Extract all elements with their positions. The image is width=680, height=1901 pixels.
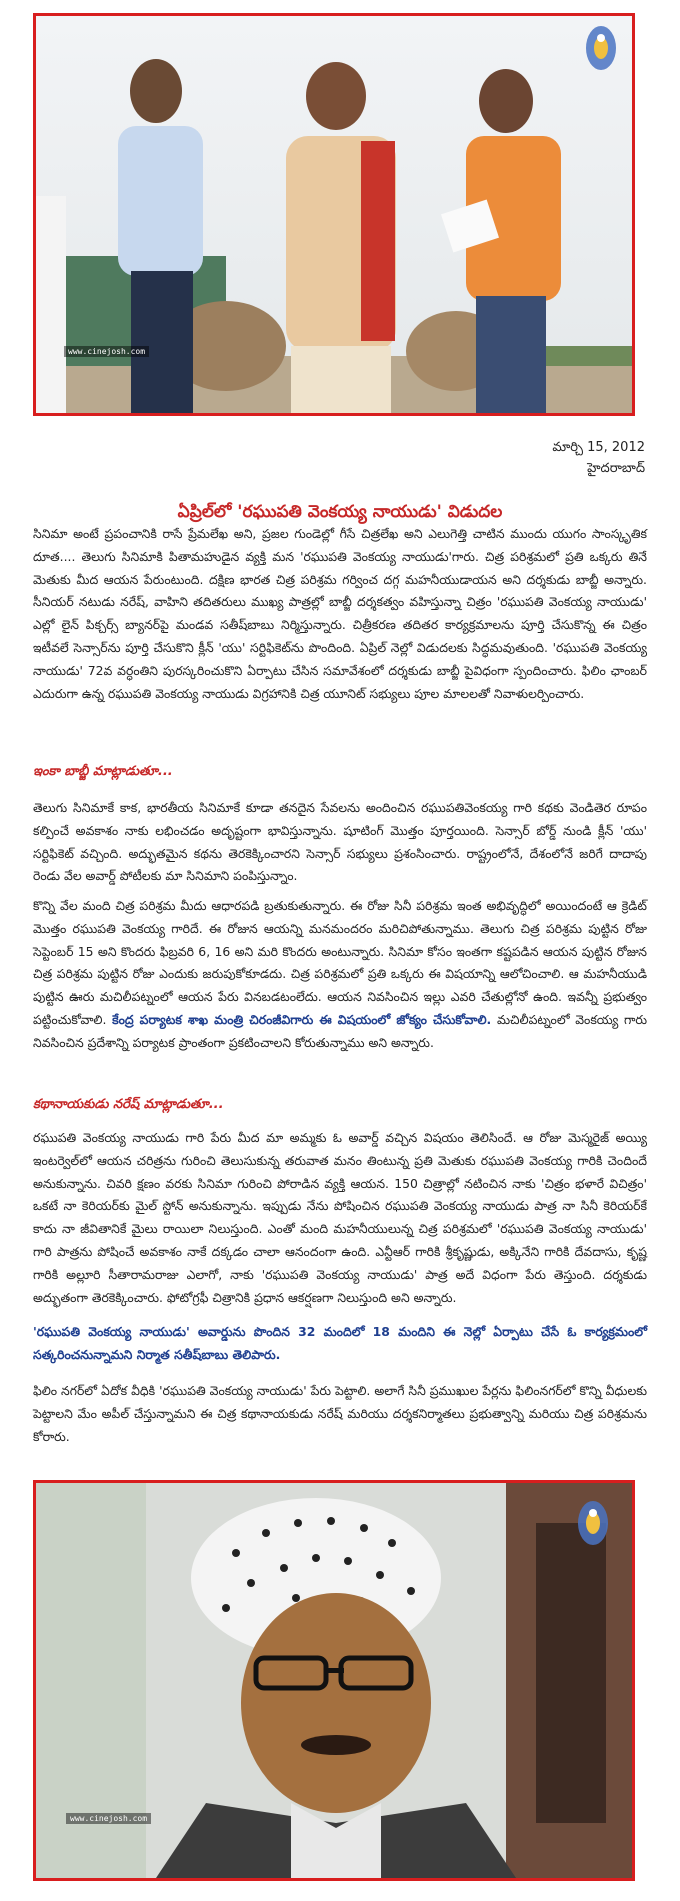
cinejosh-logo-icon [576,1499,610,1547]
section-subheading: కథానాయకుడు నరేష్ మాట్లాడుతూ... [33,1097,224,1112]
article-place: హైదరాబాద్ [587,461,645,476]
article-paragraph [33,895,647,1055]
highlighted-paragraph: 'రఘుపతి వెంకయ్య నాయుడు' అవార్డును పొందిన 32 మందిలో 18 మందిని ఈ నెల్లో ఏర్పాటు చేసే ఓ కార్యక్రమంలో సత్కరించనున్నామని నిర్మాత సతీష్‌బాబు తెలిపారు. [33,1324,647,1362]
article-paragraph: ఫిలిం నగర్‌లో ఏదోక వీధికి 'రఘుపతి వెంకయ్య నాయుడు' పేరు పెట్టాలి. అలాగే సినీ ప్రముఖుల పేర్లను ఫిలింనగర్‌లో కొన్ని వీధులకు పెట్టాలని మేం అపీల్ చేస్తున్నామని ఈ చిత్ర కథానాయకుడు నరేష్ మరియు దర్శకనిర్మాతలు ప్రభుత్వాన్ని మరియు చిత్ర పరిశ్రమను కోరారు. [33,1383,647,1444]
article-date: మార్చి 15, 2012 [552,440,645,455]
photo-watermark: www.cinejosh.com [64,346,149,357]
bottom-photo [33,1480,635,1881]
top-photo [33,13,635,416]
article-headline: ఏప్రిల్‌లో 'రఘుపతి వెంకయ్య నాయుడు' విడుదల [177,502,503,522]
photo-watermark: www.cinejosh.com [66,1813,151,1824]
paragraph-text: మచిలీపట్నంలో వెంకయ్య గారు నివసించిన ప్రదేశాన్ని పర్యాటక ప్రాంతంగా ప్రకటించాలని కోరుతున్నాము అని అన్నారు. [33,1011,647,1050]
section-subheading: ఇంకా బాబ్జీ మాట్లాడుతూ... [33,764,173,779]
paragraph-text: కొన్ని వేల మంది చిత్ర పరిశ్రమ మీదు ఆధారపడి బ్రతుకుతున్నారు. ఈ రోజు సినీ పరిశ్రమ ఇంత అభివృద్ధిలో అయిందంటే ఆ క్రెడిట్ మొత్తం రఘుపతి వెంకయ్య గారిదే. ఈ రోజున ఆయన్ని మనమందరం మరిచిపోతున్నాము. తెలుగు చిత్ర పరిశ్రమ పుట్టిన రోజు సెప్టెంబర్ 15 అని కొందరు ఫిబ్రవరి 6, 16 అని మరి కొందరు అంటున్నారు. సినిమా కోసం ఇంతగా కష్టపడిన ఆయన పుట్టిన రోజున చిత్ర పరిశ్రమ పుట్టిన రోజు ఎందుకు జరుపుకోకూడదు. చిత్ర పరిశ్రమలో ప్రతి ఒక్కరు ఈ విషయాన్ని ఆలోచించాలి. ఆ మహనీయుడి పుట్టిన ఊరు మచిలీపట్నంలో ఆయన పేరు వినబడటంలేదు. ఆయన నివసించిన ఇల్లు ఎవరి చేతుల్లోనో ఉంది. ఇవన్నీ ప్రభుత్వం పట్టించుకోవాలి. [33,898,647,1027]
cinejosh-logo-icon [584,24,618,72]
article-paragraph: రఘుపతి వెంకయ్య నాయుడు గారి పేరు మీద మా అమ్మకు ఓ అవార్డ్ వచ్చిన విషయం తెలిసిందే. ఆ రోజు మెస్మరైజ్ అయ్యి ఇంటర్వెల్‌లో ఆయన చరిత్రను గురించి తెలుసుకున్న తరువాత మనం తింటున్న ప్రతి మెతుకు రఘుపతి వెంకయ్య గారికి చెందిందే అనుకున్నాను. చివరి క్షణం వరకు సినిమా గురించి పోరాడిన వ్యక్తి ఆయన. 150 చిత్రాల్లో నటించిన నాకు 'చిత్రం భళారే విచిత్రం' ఒకటే నా కెరియర్‌కు మైల్ స్టోన్ అనుకున్నాను. ఇప్పుడు నేను పోషించిన రఘుపతి వెంకయ్య నాయుడు పాత్ర నా సినీ కెరియర్‌కే కాదు నా జీవితానికే మైలు రాయిలా నిలుస్తుంది. ఎంతో మంది మహనీయులున్న చిత్ర పరిశ్రమలో 'రఘుపతి వెంకయ్య నాయుడు' గారి పాత్రను పోషించే అవకాశం నాకే దక్కడం చాలా ఆనందంగా ఉంది. ఎన్టీఆర్ గారికి శ్రీకృష్ణుడు, అక్కినేని గారికి దేవదాసు, కృష్ణ గారికి అల్లూరి సీతారామరాజు ఎలాగో, నాకు 'రఘుపతి వెంకయ్య నాయుడు' పాత్ర అదే విధంగా పేరు తెస్తుంది. దర్శకుడు అద్భుతంగా తెరకెక్కించారు. ఫోటోగ్రఫీ చిత్రానికి ప్రధాన ఆకర్షణగా నిలుస్తుంది అని అన్నారు. [33,1130,647,1305]
highlighted-request: కేంద్ర పర్యాటక శాఖ మంత్రి చిరంజీవిగారు ఈ విషయంలో జోక్యం చేసుకోవాలి. [112,1011,492,1027]
article-paragraph: తెలుగు సినిమాకే కాక, భారతీయ సినిమాకే కూడా తనదైన సేవలను అందించిన రఘుపతివెంకయ్య గారి కథకు వెండితెర రూపం కల్పించే అవకాశం నాకు లభించడం అదృష్టంగా భావిస్తున్నాను. షూటింగ్ మొత్తం పూర్తయింది. సెన్సార్ బోర్డ్ నుండి క్లీన్ 'యు' సర్టిఫికెట్ వచ్చింది. అద్భుతమైన కథను తెరకెక్కించారని సెన్సార్ సభ్యులు ప్రశంసించారు. రాష్ట్రంలోనే, దేశంలోనే జరిగే దాదాపు రెండు వేల అవార్డ్ పోటీలకు మా సినిమాని పంపిస్తున్నాం. [33,800,647,884]
article-paragraph: సినిమా అంటే ప్రపంచానికి రాసే ప్రేమలేఖ అని, ప్రజల గుండెల్లో గీసే చిత్రలేఖ అని ఎలుగెత్తి చాటిన ముందు యుగం సాంస్కృతిక దూత.... తెలుగు సినిమాకి పితామహుడైన వ్యక్తి మన 'రఘుపతి వెంకయ్య నాయుడు'గారు. చిత్ర పరిశ్రమలో ప్రతి ఒక్కరు తినే మెతుకు మీద ఆయన పేరుంటుంది. దక్షిణ భారత చిత్ర పరిశ్రమ గర్వించ దగ్గ మహనీయుడాయన అని దర్శకుడు బాబ్జీ అన్నారు. సీనియర్ నటుడు నరేష్, వాహిని తదితరులు ముఖ్య పాత్రల్లో బాబ్జీ దర్శకత్వం వహిస్తున్నా చిత్రం 'రఘుపతి వెంకయ్య నాయుడు' ఎల్లో లైన్ పిక్చర్స్ బ్యానర్‌పై మండవ సతీష్‌బాబు నిర్మిస్తున్నారు. చిత్రీకరణ తదితర కార్యక్రమాలను పూర్తి చేసుకొన్న ఈ చిత్రం ఇటీవలే సెన్సార్‌ను పూర్తి చేసుకొని క్లీన్ 'యు' సర్టిఫికెట్‌ను పొందింది. ఏప్రిల్ నెల్లో విడుదలకు సిద్ధమవుతుంది. 'రఘుపతి వెంకయ్య నాయుడు' 72వ వర్ధంతిని పురస్కరించుకొని ఏర్పాటు చేసిన సమావేశంలో దర్శకుడు బాబ్జీ పైవిధంగా స్పందించారు. ఫిలిం ఛాంబర్ ఎదురుగా ఉన్న రఘుపతి వెంకయ్య నాయుడు విగ్రహానికి చిత్ర యూనిట్ సభ్యులు పూల మాలలతో నివాళులర్పించారు. [33,526,647,701]
